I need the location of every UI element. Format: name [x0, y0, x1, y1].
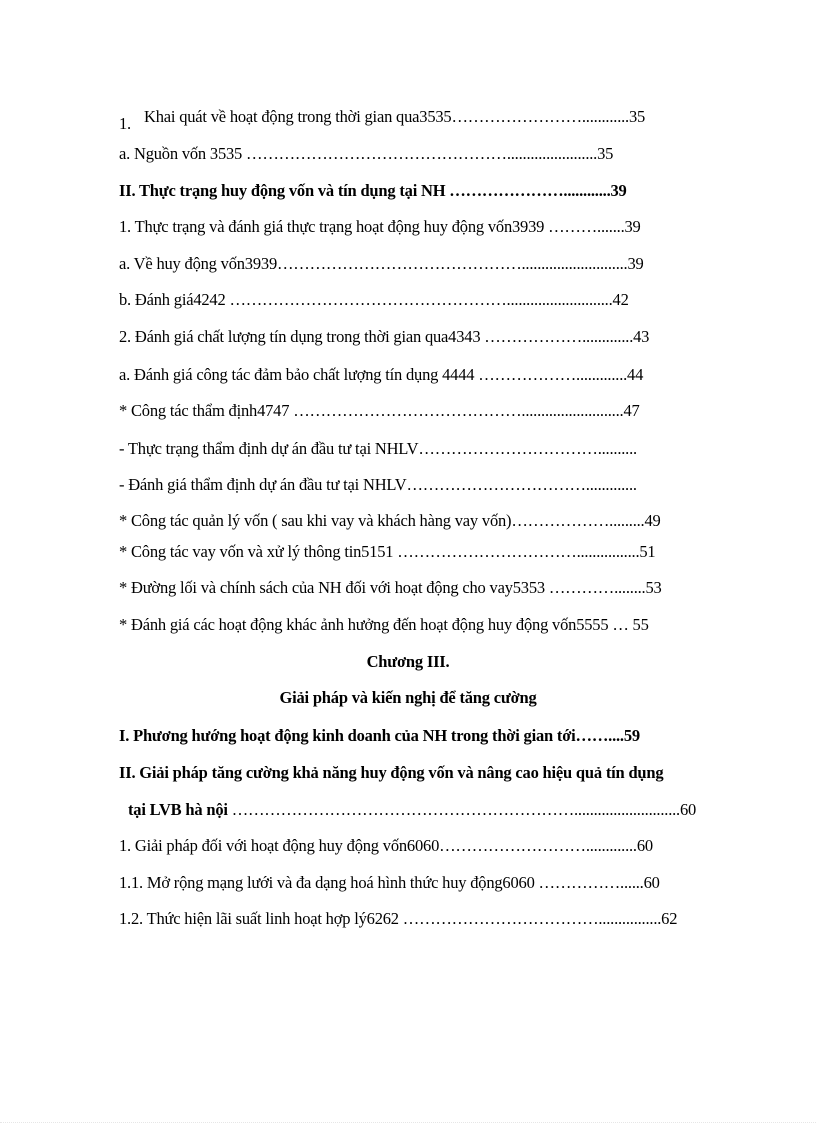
toc-entry: * Công tác quản lý vốn ( sau khi vay và khách hàng vay vốn)……………….........49 — [119, 511, 661, 530]
toc-entry: - Đánh giá thẩm định dự án đầu tư tại NHLV……………………………............. — [119, 475, 637, 494]
chapter-title: Chương III. — [366, 652, 450, 671]
toc-entry: 1. Thực trạng và đánh giá thực trạng hoạt động huy động vốn3939 ……….......39 — [119, 217, 641, 236]
toc-entry: * Công tác vay vốn và xử lý thông tin5151 ……………………………................51 — [119, 542, 656, 561]
toc-entry: - Thực trạng thẩm định dự án đầu tư tại NHLV…………………………….......... — [119, 439, 637, 458]
toc-entry: 1.2. Thức hiện lãi suất linh hoạt hợp lý6262 ………………………………................62 — [119, 909, 678, 928]
toc-heading-continuation: tại LVB hà nội — [128, 800, 228, 819]
toc-number-1: 1. — [119, 114, 131, 133]
toc-entry: * Đánh giá các hoạt động khác ảnh hưởng đến hoạt động huy động vốn5555 … 55 — [119, 615, 649, 634]
chapter-subtitle: Giải pháp và kiến nghị để tăng cường — [279, 688, 537, 707]
toc-entry: 2. Đánh giá chất lượng tín dụng trong thời gian qua4343 ……………….............43 — [119, 327, 650, 346]
toc-entry: a. Nguồn vốn 3535 ………………………………………….......................35 — [119, 144, 614, 163]
toc-entry: a. Về huy động vốn3939………………………………………...........................39 — [119, 254, 644, 273]
toc-section-heading: II. Thực trạng huy động vốn và tín dụng tại NH …………………............39 — [119, 181, 627, 200]
toc-section-heading: II. Giải pháp tăng cường khả năng huy động vốn và nâng cao hiệu quả tín dụng — [119, 763, 664, 782]
toc-entry: b. Đánh giá4242 ……………………………………………...........................42 — [119, 290, 629, 309]
toc-leader-page: ………………………………………………………...........................60 — [227, 800, 697, 819]
toc-entry: Khai quát về hoạt động trong thời gian qua3535……………………............35 — [144, 107, 646, 126]
toc-entry-continuation — [128, 800, 696, 820]
toc-section-heading: I. Phương hướng hoạt động kinh doanh của NH trong thời gian tới……....59 — [119, 726, 640, 745]
toc-entry: 1.1. Mở rộng mạng lưới và đa dạng hoá hình thức huy động6060 ……………......60 — [119, 873, 660, 892]
toc-entry: * Công tác thẩm định4747 ……………………………………..........................47 — [119, 401, 640, 420]
toc-entry: a. Đánh giá công tác đảm bảo chất lượng tín dụng 4444 ……………….............44 — [119, 365, 644, 384]
toc-entry: * Đường lối và chính sách của NH đối với hoạt động cho vay5353 …………........53 — [119, 578, 662, 597]
toc-entry: 1. Giải pháp đối với hoạt động huy động vốn6060……………………….............60 — [119, 836, 653, 855]
